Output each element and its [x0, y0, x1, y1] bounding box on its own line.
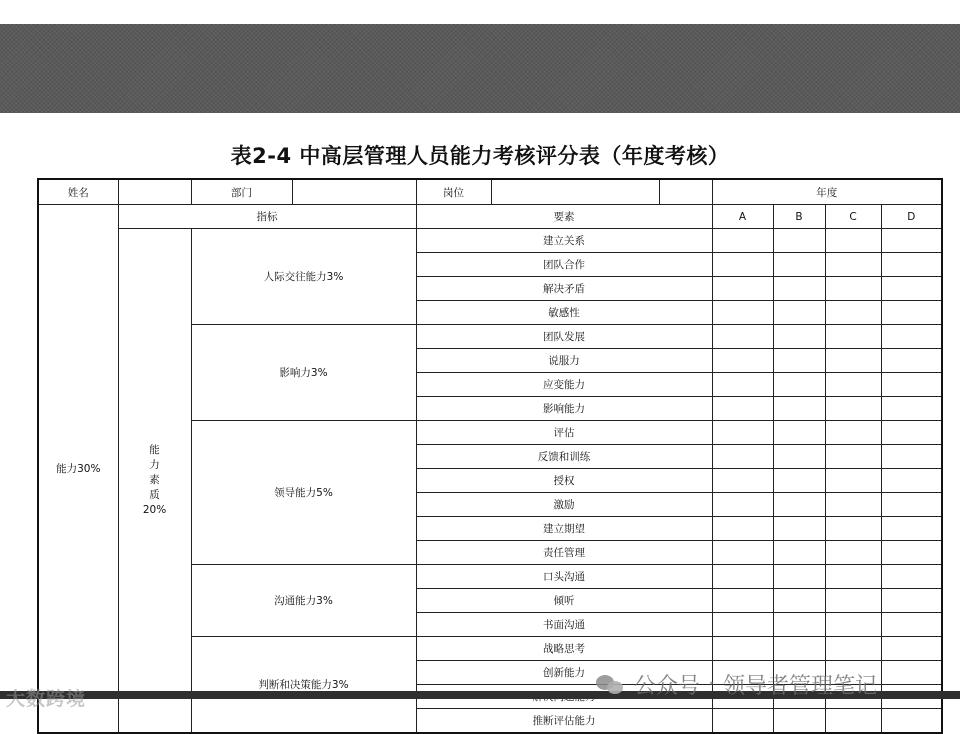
- element-cell: 团队合作: [416, 253, 712, 277]
- watermark-name: 领导者管理笔记: [723, 673, 878, 699]
- grade-c-cell[interactable]: [825, 397, 881, 421]
- grade-a-cell[interactable]: [712, 421, 773, 445]
- grade-a-cell[interactable]: [712, 469, 773, 493]
- grade-a-cell[interactable]: [712, 229, 773, 253]
- grade-d-cell[interactable]: [881, 253, 942, 277]
- page-title: 表2-4 中高层管理人员能力考核评分表（年度考核）: [230, 144, 730, 168]
- indicator-cell: 领导能力5%: [191, 421, 416, 565]
- grade-c-cell[interactable]: [825, 541, 881, 565]
- dept-value[interactable]: [292, 179, 416, 205]
- header-band: [0, 24, 960, 113]
- grade-b-cell[interactable]: [773, 277, 825, 301]
- grade-d-cell[interactable]: [881, 301, 942, 325]
- grade-b-cell[interactable]: [773, 565, 825, 589]
- grade-d-cell[interactable]: [881, 397, 942, 421]
- element-cell: 授权: [416, 469, 712, 493]
- grade-c-cell[interactable]: [825, 301, 881, 325]
- grade-c-cell[interactable]: [825, 253, 881, 277]
- grade-d-header: D: [881, 205, 942, 229]
- element-cell: 创新能力: [416, 661, 712, 685]
- grade-b-cell[interactable]: [773, 373, 825, 397]
- indicator-header: 指标: [118, 205, 416, 229]
- grade-b-cell[interactable]: [773, 397, 825, 421]
- grade-b-cell[interactable]: [773, 493, 825, 517]
- subcategory-cell: [118, 229, 191, 734]
- grade-b-cell[interactable]: [773, 709, 825, 734]
- grade-d-cell[interactable]: [881, 469, 942, 493]
- grade-a-cell[interactable]: [712, 277, 773, 301]
- watermark-prefix: 公众号: [634, 673, 701, 699]
- subcategory-char: 能: [149, 444, 160, 456]
- grade-b-cell[interactable]: [773, 253, 825, 277]
- indicator-cell: 沟通能力3%: [191, 565, 416, 637]
- element-header: 要素: [416, 205, 712, 229]
- grade-d-cell[interactable]: [881, 277, 942, 301]
- indicator-cell: 人际交往能力3%: [191, 229, 416, 325]
- grade-c-cell[interactable]: [825, 421, 881, 445]
- year-label: 年度: [712, 179, 942, 205]
- grade-c-cell[interactable]: [825, 373, 881, 397]
- grade-c-cell[interactable]: [825, 229, 881, 253]
- grade-c-cell[interactable]: [825, 493, 881, 517]
- position-label: 岗位: [416, 179, 491, 205]
- grade-d-cell[interactable]: [881, 589, 942, 613]
- element-cell: 口头沟通: [416, 565, 712, 589]
- element-cell: 应变能力: [416, 373, 712, 397]
- dept-label: 部门: [191, 179, 292, 205]
- grade-c-cell[interactable]: [825, 445, 881, 469]
- grade-a-cell[interactable]: [712, 709, 773, 734]
- indicator-cell: 判断和决策能力3%: [191, 637, 416, 734]
- grade-a-cell[interactable]: [712, 397, 773, 421]
- grade-c-cell[interactable]: [825, 325, 881, 349]
- grade-a-cell[interactable]: [712, 589, 773, 613]
- element-cell: 激励: [416, 493, 712, 517]
- element-cell: 说服力: [416, 349, 712, 373]
- grade-d-cell[interactable]: [881, 349, 942, 373]
- grade-c-cell[interactable]: [825, 709, 881, 734]
- grade-b-cell[interactable]: [773, 469, 825, 493]
- grade-d-cell[interactable]: [881, 661, 942, 685]
- grade-b-cell[interactable]: [773, 445, 825, 469]
- grade-a-cell[interactable]: [712, 253, 773, 277]
- element-cell: 战略思考: [416, 637, 712, 661]
- watermark-left: 大数跨境: [6, 688, 87, 710]
- grade-c-cell[interactable]: [825, 349, 881, 373]
- table-row: [38, 229, 942, 253]
- grade-a-cell[interactable]: [712, 325, 773, 349]
- grade-a-cell[interactable]: [712, 349, 773, 373]
- grade-a-cell[interactable]: [712, 445, 773, 469]
- grade-b-cell[interactable]: [773, 637, 825, 661]
- grade-d-cell[interactable]: [881, 373, 942, 397]
- grade-c-cell[interactable]: [825, 637, 881, 661]
- name-value[interactable]: [118, 179, 191, 205]
- grade-b-cell[interactable]: [773, 325, 825, 349]
- grade-d-cell[interactable]: [881, 637, 942, 661]
- element-cell: 影响能力: [416, 397, 712, 421]
- grade-c-cell[interactable]: [825, 589, 881, 613]
- grade-b-cell[interactable]: [773, 613, 825, 637]
- element-cell: 评估: [416, 421, 712, 445]
- grade-a-cell[interactable]: [712, 565, 773, 589]
- grade-d-cell[interactable]: [881, 445, 942, 469]
- element-cell: 书面沟通: [416, 613, 712, 637]
- grade-d-cell[interactable]: [881, 229, 942, 253]
- evaluation-table: [37, 178, 943, 734]
- element-cell: 建立期望: [416, 517, 712, 541]
- element-cell: 反馈和训练: [416, 445, 712, 469]
- wechat-icon: [596, 673, 626, 695]
- grade-d-cell[interactable]: [881, 517, 942, 541]
- watermark-separator: ·: [708, 671, 716, 697]
- grade-a-cell[interactable]: [712, 541, 773, 565]
- grade-b-cell[interactable]: [773, 517, 825, 541]
- element-cell: 团队发展: [416, 325, 712, 349]
- grade-a-cell[interactable]: [712, 493, 773, 517]
- indicator-cell: 影响力3%: [191, 325, 416, 421]
- element-cell: 推断评估能力: [416, 709, 712, 734]
- grade-c-cell[interactable]: [825, 613, 881, 637]
- element-cell: 敏感性: [416, 301, 712, 325]
- grade-b-cell[interactable]: [773, 349, 825, 373]
- grade-c-cell[interactable]: [825, 565, 881, 589]
- grade-c-header: C: [825, 205, 881, 229]
- grade-d-cell[interactable]: [881, 421, 942, 445]
- grade-b-cell[interactable]: [773, 541, 825, 565]
- grade-b-cell[interactable]: [773, 589, 825, 613]
- element-cell: 解决矛盾: [416, 277, 712, 301]
- grade-a-cell[interactable]: [712, 637, 773, 661]
- category-cell: [38, 205, 118, 734]
- grade-a-cell[interactable]: [712, 301, 773, 325]
- grade-c-cell[interactable]: [825, 277, 881, 301]
- grade-d-cell[interactable]: [881, 541, 942, 565]
- grade-c-cell[interactable]: [825, 517, 881, 541]
- element-cell: 倾听: [416, 589, 712, 613]
- grade-d-cell[interactable]: [881, 325, 942, 349]
- subcategory-char: 力: [149, 459, 160, 471]
- grade-b-cell[interactable]: [773, 421, 825, 445]
- element-cell: 责任管理: [416, 541, 712, 565]
- grade-b-cell[interactable]: [773, 301, 825, 325]
- category-label: 能力30%: [56, 463, 101, 475]
- grade-a-cell[interactable]: [712, 373, 773, 397]
- grade-a-cell[interactable]: [712, 613, 773, 637]
- grade-a-cell[interactable]: [712, 517, 773, 541]
- subcategory-char: 质: [149, 489, 160, 501]
- subcategory-char: 20%: [142, 504, 167, 516]
- name-label: 姓名: [38, 179, 118, 205]
- grade-d-cell[interactable]: [881, 613, 942, 637]
- blank-cell: [659, 179, 712, 205]
- subcategory-char: 素: [149, 474, 160, 486]
- grade-c-cell[interactable]: [825, 469, 881, 493]
- grade-d-cell[interactable]: [881, 709, 942, 734]
- grade-b-cell[interactable]: [773, 229, 825, 253]
- grade-d-cell[interactable]: [881, 493, 942, 517]
- element-cell: 建立关系: [416, 229, 712, 253]
- watermark-right: [596, 667, 877, 701]
- grade-d-cell[interactable]: [881, 565, 942, 589]
- grade-a-header: A: [712, 205, 773, 229]
- position-value[interactable]: [491, 179, 659, 205]
- grade-b-header: B: [773, 205, 825, 229]
